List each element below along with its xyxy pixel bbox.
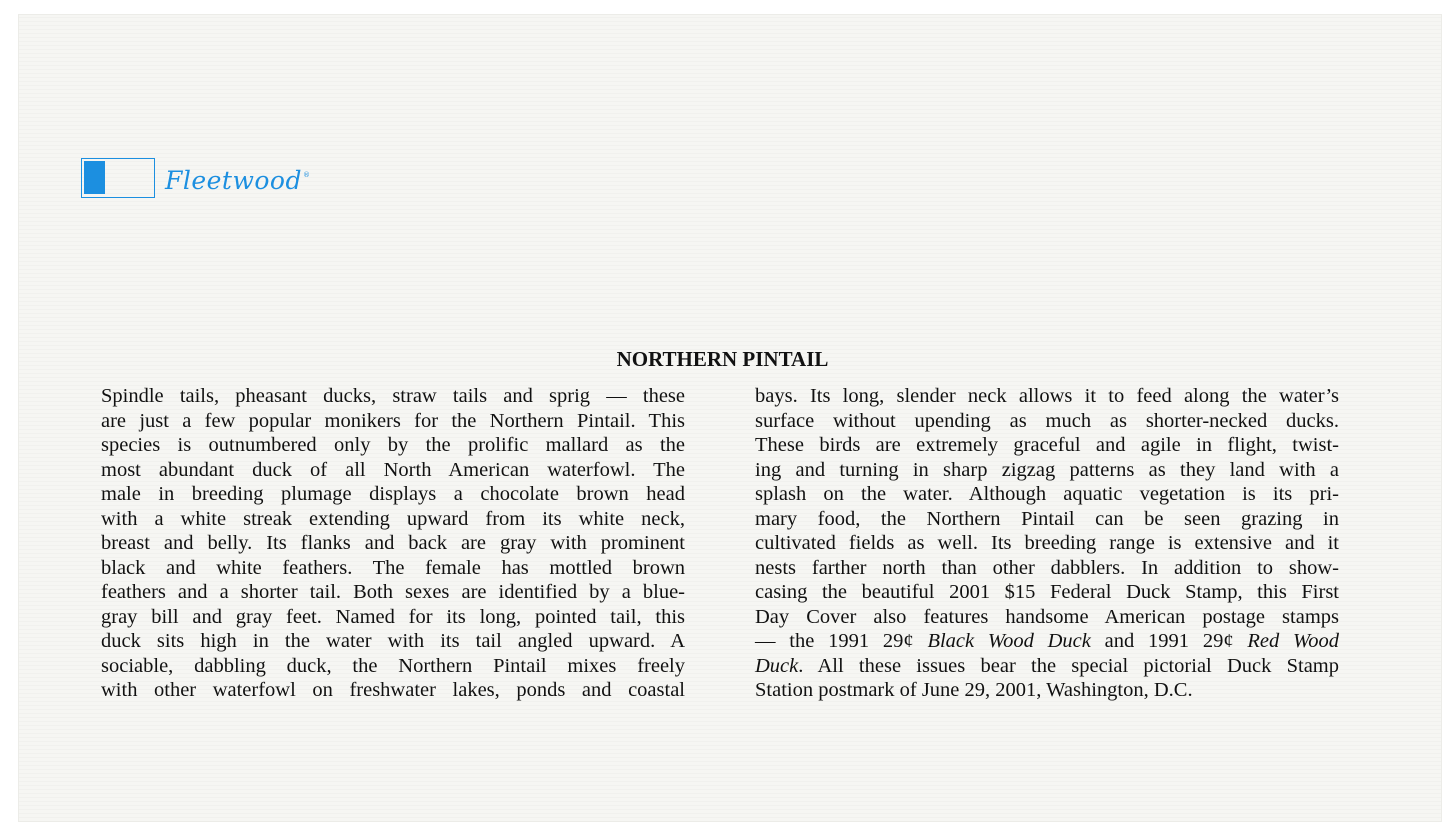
text-line: These birds are extremely graceful and agile in flight, twist- [755, 434, 1339, 456]
fleetwood-logo [81, 158, 310, 198]
stamp-name-italic: Duck [755, 654, 799, 677]
text-column-left [101, 384, 685, 703]
text-line: splash on the water. Although aquatic vegetation is its pri- [755, 483, 1339, 505]
logo-wordmark: Fleetwood [165, 165, 302, 195]
text-line: Station postmark of June 29, 2001, Washington, D.C. [755, 679, 1193, 701]
text-line: are just a few popular monikers for the Northern Pintail. This [101, 409, 685, 432]
text-line: Day Cover also features handsome American postage stamps [755, 605, 1339, 628]
text-line: mary food, the Northern Pintail can be seen grazing in [755, 507, 1339, 530]
text-line [755, 629, 1339, 654]
text-line: with other waterfowl on freshwater lakes, ponds and coastal [101, 679, 685, 701]
text-line: species is outnumbered only by the prolific mallard as the [101, 434, 685, 456]
stamp-name-italic: Black Wood Duck [927, 630, 1091, 652]
text-line: casing the beautiful 2001 $15 Federal Duck Stamp, this First [755, 581, 1339, 603]
text-line: nests farther north than other dabblers. In addition to show- [755, 556, 1339, 579]
stamp-name-italic: Red Wood [1247, 630, 1339, 652]
text-line: duck sits high in the water with its tail angled upward. A [101, 630, 685, 652]
text-line: surface without upending as much as shorter-necked ducks. [755, 409, 1339, 432]
text-line: male in breeding plumage displays a chocolate brown head [101, 483, 685, 505]
text-column-right [755, 384, 1339, 703]
text-line: with a white streak extending upward from its white neck, [101, 507, 685, 530]
logo-box-icon [81, 158, 155, 198]
text-run: . All these issues bear the special pictorial Duck Stamp [798, 654, 1339, 677]
text-run: — the 1991 29¢ [755, 630, 928, 652]
text-line: cultivated fields as well. Its breeding range is extensive and it [755, 532, 1339, 554]
logo-registered-mark: ® [302, 171, 310, 179]
text-run: and 1991 29¢ [1090, 630, 1248, 652]
text-line: black and white feathers. The female has mottled brown [101, 556, 685, 579]
logo-fill-mark [84, 161, 105, 194]
text-line: bays. Its long, slender neck allows it to feed along the water’s [755, 385, 1339, 407]
text-line: ing and turning in sharp zigzag patterns as they land with a [755, 458, 1339, 481]
text-line: gray bill and gray feet. Named for its long, pointed tail, this [101, 605, 685, 628]
text-line: most abundant duck of all North American waterfowl. The [101, 458, 685, 481]
text-line: feathers and a shorter tail. Both sexes are identified by a blue- [101, 581, 685, 603]
page-title: NORTHERN PINTAIL [616, 347, 829, 371]
text-line: breast and belly. Its flanks and back are gray with prominent [101, 532, 685, 554]
text-line: Spindle tails, pheasant ducks, straw tails and sprig — these [101, 385, 685, 407]
text-line [755, 654, 1339, 679]
text-line: sociable, dabbling duck, the Northern Pintail mixes freely [101, 654, 685, 677]
